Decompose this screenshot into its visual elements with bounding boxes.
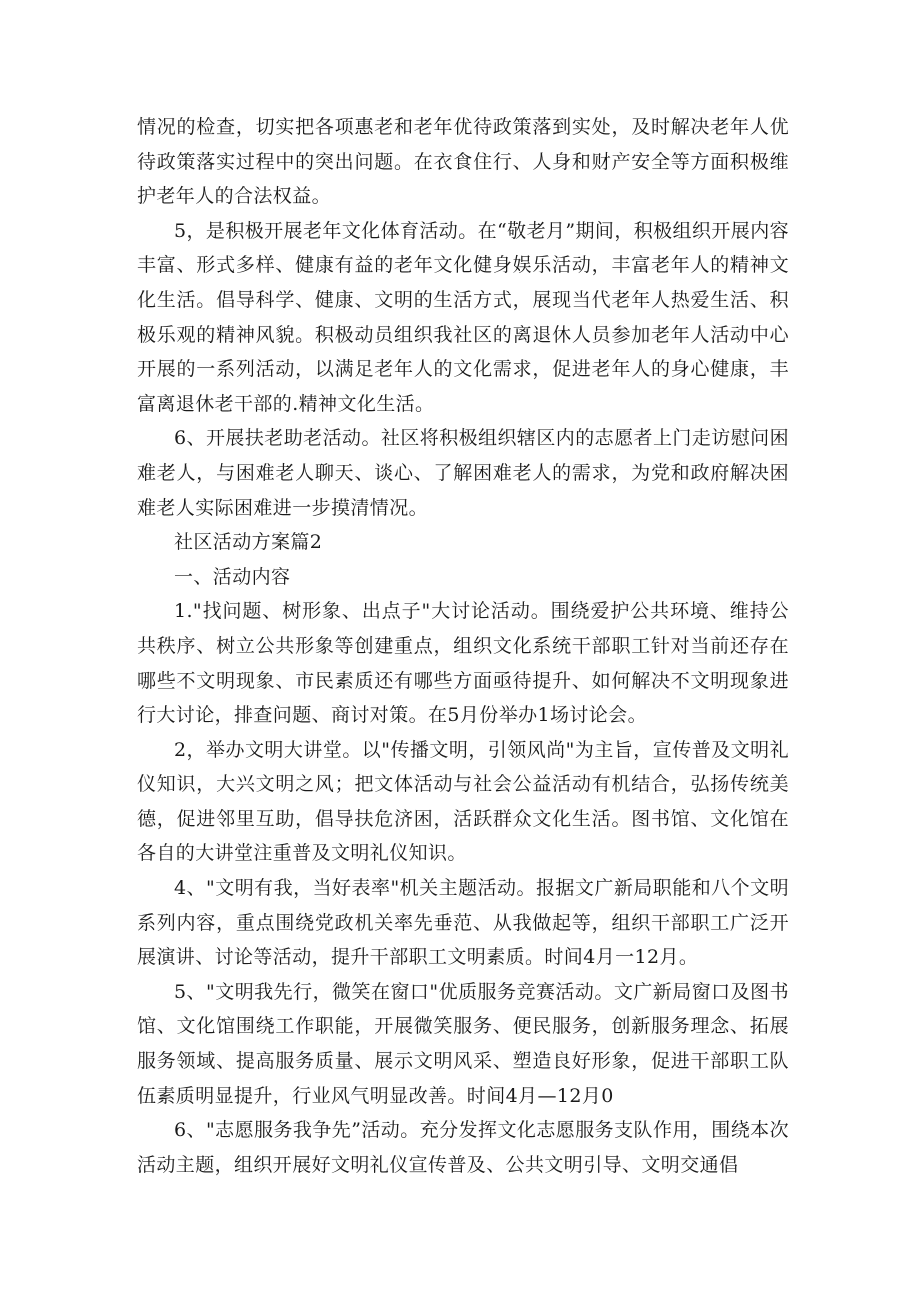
section-heading: 社区活动方案篇2 [174, 531, 323, 554]
subsection-heading: 一、活动内容 [174, 565, 291, 588]
paragraph: 2，举办文明大讲堂。以"传播文明，引领风尚"为主旨，宣传普及文明礼仪知识，大兴文明之风；把文体活动与社会公益活动有机结合，弘扬传统美德，促进邻里互助，倡导扶危济困，活跃群众文化生活。图书馆、文化馆在各自的大讲堂注重普及文明礼仪知识。 [137, 738, 789, 865]
paragraph: 5、"文明我先行，微笑在窗口"优质服务竞赛活动。文广新局窗口及图书馆、文化馆围绕工作职能，开展微笑服务、便民服务，创新服务理念、拓展服务领域、提高服务质量、展示文明风采、塑造良好形象，促进干部职工队伍素质明显提升，行业风气明显改善。时间4月—12月0 [137, 980, 789, 1107]
paragraph: 1."找问题、树形象、出点子"大讨论活动。围绕爱护公共环境、维持公共秩序、树立公共形象等创建重点，组织文化系统干部职工针对当前还存在哪些不文明现象、市民素质还有哪些方面亟待提升、如何解决不文明现象进行大讨论，排查问题、商讨对策。在5月份举办1场讨论会。 [137, 600, 789, 727]
document-body [137, 110, 789, 1182]
paragraph: 6、"志愿服务我争先”活动。充分发挥文化志愿服务支队作用，围绕本次活动主题，组织开展好文明礼仪宣传普及、公共文明引导、文明交通倡 [137, 1119, 789, 1176]
paragraph: 5，是积极开展老年文化体育活动。在“敬老月”期间，积极组织开展内容丰富、形式多样、健康有益的老年文化健身娱乐活动，丰富老年人的精神文化生活。倡导科学、健康、文明的生活方式，展现当代老年人热爱生活、积极乐观的精神风貌。积极动员组织我社区的离退休人员参加老年人活动中心开展的一系列活动，以满足老年人的文化需求，促进老年人的身心健康，丰富离退休老干部的.精神文化生活。 [137, 219, 789, 415]
paragraph: 情况的检查，切实把各项惠老和老年优待政策落到实处，及时解决老年人优待政策落实过程中的突出问题。在衣食住行、人身和财产安全等方面积极维护老年人的合法权益。 [137, 116, 789, 208]
paragraph: 4、"文明有我，当好表率"机关主题活动。报据文广新局职能和八个文明系列内容，重点围绕党政机关率先垂范、从我做起等，组织干部职工广泛开展演讲、讨论等活动，提升干部职工文明素质。时间4月一12月。 [137, 877, 789, 969]
paragraph: 6、开展扶老助老活动。社区将积极组织辖区内的志愿者上门走访慰问困难老人，与困难老人聊天、谈心、了解困难老人的需求，为党和政府解决困难老人实际困难进一步摸清情况。 [137, 427, 789, 519]
